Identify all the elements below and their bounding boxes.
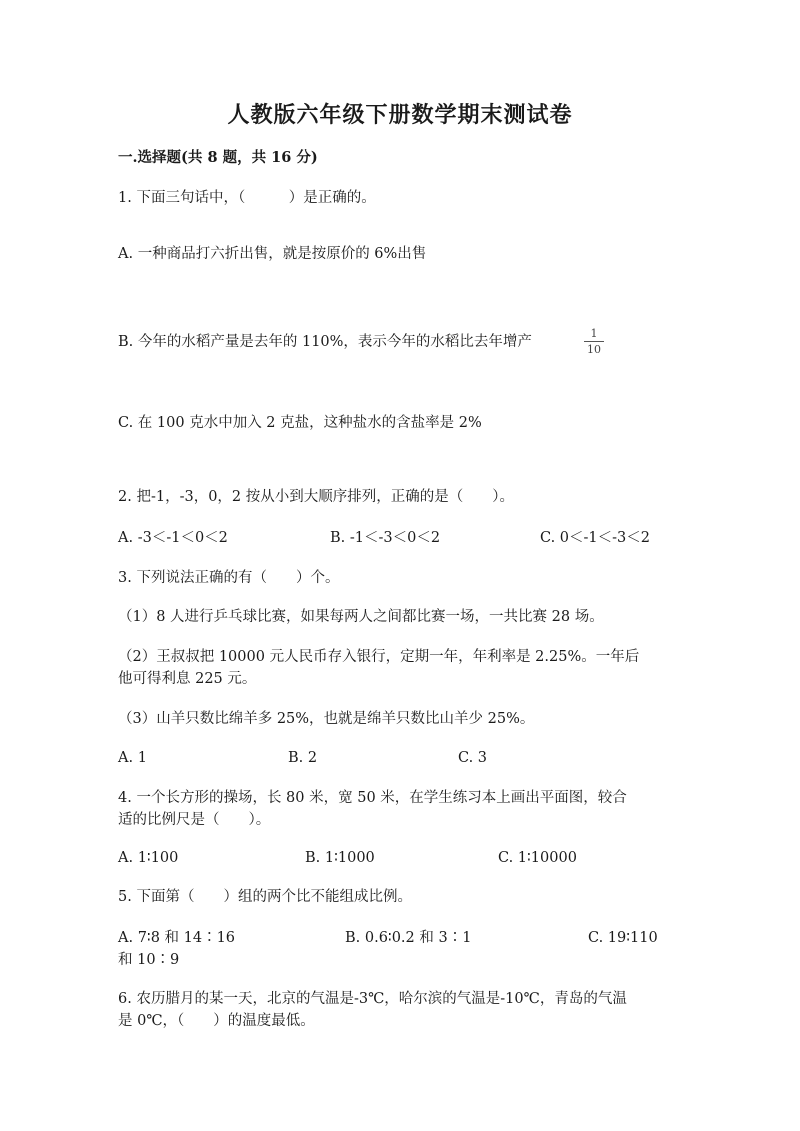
question-2-option-c: C. 0＜-1＜-3＜2	[540, 530, 650, 546]
question-6-stem-cont: 是 0℃，（ ）的温度最低。	[118, 1013, 315, 1029]
question-1-option-a: A. 一种商品打六折出售，就是按原价的 6%出售	[118, 246, 427, 262]
question-5-option-c: C. 19∶110	[588, 930, 658, 946]
question-4-option-c: C. 1∶10000	[498, 850, 577, 866]
page-title: 人教版六年级下册数学期末测试卷	[227, 102, 573, 128]
question-3-statement-3: （3）山羊只数比绵羊多 25%，也就是绵羊只数比山羊少 25%。	[118, 711, 535, 727]
fraction-numerator: 1	[590, 327, 598, 340]
question-5-option-a: A. 7∶8 和 14∶16	[118, 930, 236, 946]
question-4-option-b: B. 1∶1000	[305, 850, 375, 866]
question-1-option-c: C. 在 100 克水中加入 2 克盐，这种盐水的含盐率是 2%	[118, 415, 482, 431]
question-3-statement-1: （1）8 人进行乒乓球比赛，如果每两人之间都比赛一场，一共比赛 28 场。	[118, 609, 604, 625]
question-1-stem: 1. 下面三句话中，（ ）是正确的。	[118, 190, 376, 206]
question-3-option-a: A. 1	[118, 750, 147, 766]
question-2-option-b: B. -1＜-3＜0＜2	[330, 530, 441, 546]
question-4-option-a: A. 1∶100	[118, 850, 179, 866]
question-3-option-c: C. 3	[458, 750, 488, 766]
question-5-option-b: B. 0.6∶0.2 和 3∶1	[345, 930, 472, 946]
question-1-option-b: B. 今年的水稻产量是去年的 110%，表示今年的水稻比去年增产	[118, 334, 532, 350]
question-5-option-c-cont: 和 10∶9	[118, 952, 180, 968]
question-3-statement-2: （2）王叔叔把 10000 元人民币存入银行，定期一年，年利率是 2.25%。一年后	[118, 649, 640, 665]
question-4-stem: 4. 一个长方形的操场，长 80 米，宽 50 米，在学生练习本上画出平面图，较合	[118, 790, 627, 806]
question-3-option-b: B. 2	[288, 750, 318, 766]
question-5-stem: 5. 下面第（ ）组的两个比不能组成比例。	[118, 889, 412, 905]
question-2-stem: 2. 把-1，-3，0，2 按从小到大顺序排列，正确的是（ ）。	[118, 489, 515, 505]
section-heading: 一.选择题(共 8 题，共 16 分)	[118, 149, 318, 166]
question-3-statement-2-cont: 他可得利息 225 元。	[118, 671, 257, 687]
question-2-option-a: A. -3＜-1＜0＜2	[118, 530, 228, 546]
question-6-stem: 6. 农历腊月的某一天，北京的气温是-3℃，哈尔滨的气温是-10℃，青岛的气温	[118, 991, 627, 1007]
fraction-denominator: 10	[587, 343, 601, 356]
fraction-bar	[584, 341, 604, 342]
fraction-one-tenth	[584, 327, 604, 356]
question-4-stem-cont: 适的比例尺是（ ）。	[118, 812, 271, 828]
question-3-stem: 3. 下列说法正确的有（ ）个。	[118, 570, 340, 586]
